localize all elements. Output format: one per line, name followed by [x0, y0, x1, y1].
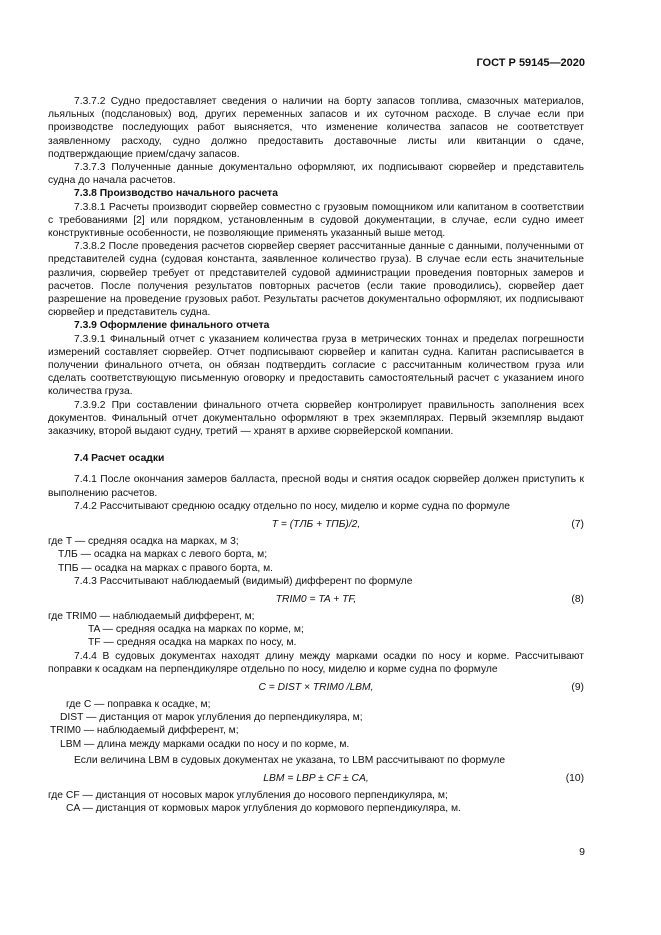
formula-7 [48, 516, 584, 533]
definition-item: DIST — дистанция от марок углубления до перпендикуляра, м; [60, 712, 363, 724]
document-header: ГОСТ Р 59145—2020 [476, 57, 585, 69]
heading-7-3-8: 7.3.8 Производство начального расчета [74, 188, 278, 200]
formula-8 [48, 591, 584, 608]
definition-item: TПБ — осадка на марках с правого борта, м. [58, 562, 274, 574]
paragraph-7-3-9-2: 7.3.9.2 При составлении финального отчета сюрвейер контролирует правильность заполнения всех документов. Финальный отчет документально оформляют в трех экземплярах. Первый экземпляр выдают заказчику, второй выдают судну, третий — хранят в архиве сюрвейерской компании. [48, 399, 584, 438]
definitions-7 [48, 535, 584, 575]
formula-10 [48, 770, 584, 787]
heading-7-3-9: 7.3.9 Оформление финального отчета [74, 320, 270, 332]
paragraph-7-3-8-1: 7.3.8.1 Расчеты производит сюрвейер совместно с грузовым помощником или капитаном в соответствии с требованиями [2] или порядком, установленным в судовой документации, в случае, если судно имеет конструктивные особенности, не позволяющие применять указанный выше метод. [48, 201, 584, 240]
formula-8-number: (8) [571, 593, 584, 605]
formula-10-expression: LBM = LBP ± CF ± CA, [263, 772, 369, 784]
definitions-10 [48, 789, 584, 815]
formula-8-expression: TRIM0 = TA + TF, [275, 593, 357, 605]
definition-item: LBM — длина между марками осадки по носу и по корме, м. [60, 738, 350, 750]
paragraph-7-3-7-2: 7.3.7.2 Судно предоставляет сведения о наличии на борту запасов топлива, смазочных материалов, льяльных (подслановых) вод, других переменных запасов и их суточном расходе. В случае если при производстве последующих работ выясняется, что изменение количества запасов не соответствует заявленному расходу, судно должно предоставить доставочные листы или квитанции о сдаче, подтверждающие прием/сдачу запасов. [48, 96, 584, 160]
definition-item: TF — средняя осадка на марках по носу, м. [88, 637, 297, 649]
paragraph-7-3-8-2: 7.3.8.2 После проведения расчетов сюрвейер сверяет рассчитанные данные с данными, полученными от представителей судна (судовая константа, заявленное количество груза). В случае если есть значительные различия, сюрвейер требует от представителей судовой администрации проведения повторных замеров и расчетов. После получения результатов повторных расчетов (если такие проводились), сюрвейер дает разрешение на проведение грузовых работ. Результаты расчетов документально оформляют, их подписывают сюрвейер и представитель судна. [48, 241, 584, 319]
definition-item: CA — дистанция от кормовых марок углубления до кормового перпендикуляра, м. [66, 803, 461, 815]
page-body [48, 95, 584, 815]
formula-9-number: (9) [571, 681, 584, 693]
paragraph-lbm: Если величина LBM в судовых документах не указана, то LBM рассчитывают по формуле [74, 754, 506, 766]
definition-item: TA — средняя осадка на марках по корме, м; [88, 624, 304, 636]
definition-item: TRIM0 — наблюдаемый дифферент, м; [50, 725, 239, 737]
paragraph-7-3-7-3: 7.3.7.3 Полученные данные документально оформляют, их подписывают сюрвейер и представитель судна до начала расчетов. [48, 162, 584, 187]
paragraph-7-4-4: 7.4.4 В судовых документах находят длину между марками осадки по носу и корме. Рассчитывают поправки к осадкам на перпендикуляре отдельно по носу, миделю и корме судна по формуле [48, 650, 584, 675]
paragraph-7-4-1: 7.4.1 После окончания замеров балласта, пресной воды и снятия осадок сюрвейер должен приступить к выполнению расчетов. [48, 474, 584, 499]
definition-item: где CF — дистанция от носовых марок углубления до носового перпендикуляра, м; [48, 789, 448, 801]
formula-9 [48, 679, 584, 696]
definition-item: где T — средняя осадка на марках, м 3; [48, 536, 239, 548]
paragraph-7-4-3: 7.4.3 Рассчитывают наблюдаемый (видимый) дифферент по формуле [74, 575, 413, 587]
definition-item: TЛБ — осадка на марках с левого борта, м; [58, 549, 268, 561]
formula-10-number: (10) [565, 772, 584, 784]
formula-7-number: (7) [571, 519, 584, 531]
definition-item: где C — поправка к осадке, м; [66, 698, 211, 710]
formula-9-expression: C = DIST × TRIM0 /LBM, [258, 681, 374, 693]
definition-item: где TRIM0 — наблюдаемый дифферент, м; [48, 610, 255, 622]
page-number: 9 [579, 846, 585, 858]
paragraph-7-4-2: 7.4.2 Рассчитывают среднюю осадку отдельно по носу, миделю и корме судна по формуле [74, 500, 511, 512]
definitions-9 [48, 698, 584, 751]
paragraph-7-3-9-1: 7.3.9.1 Финальный отчет с указанием количества груза в метрических тоннах и пределах погрешности измерений составляет сюрвейер. Отчет подписывают сюрвейер и капитан судна. Капитан расписывается в получении финального отчета, он обязан подтвердить согласие с рассчитанным количеством груза или сделать соответствующую письменную оговорку и предоставить самостоятельный расчет с указанием иного количества груза. [48, 333, 584, 398]
heading-7-4: 7.4 Расчет осадки [74, 453, 165, 465]
formula-7-expression: T = (TЛБ + TПБ)/2, [271, 519, 361, 531]
definitions-8 [48, 610, 584, 650]
